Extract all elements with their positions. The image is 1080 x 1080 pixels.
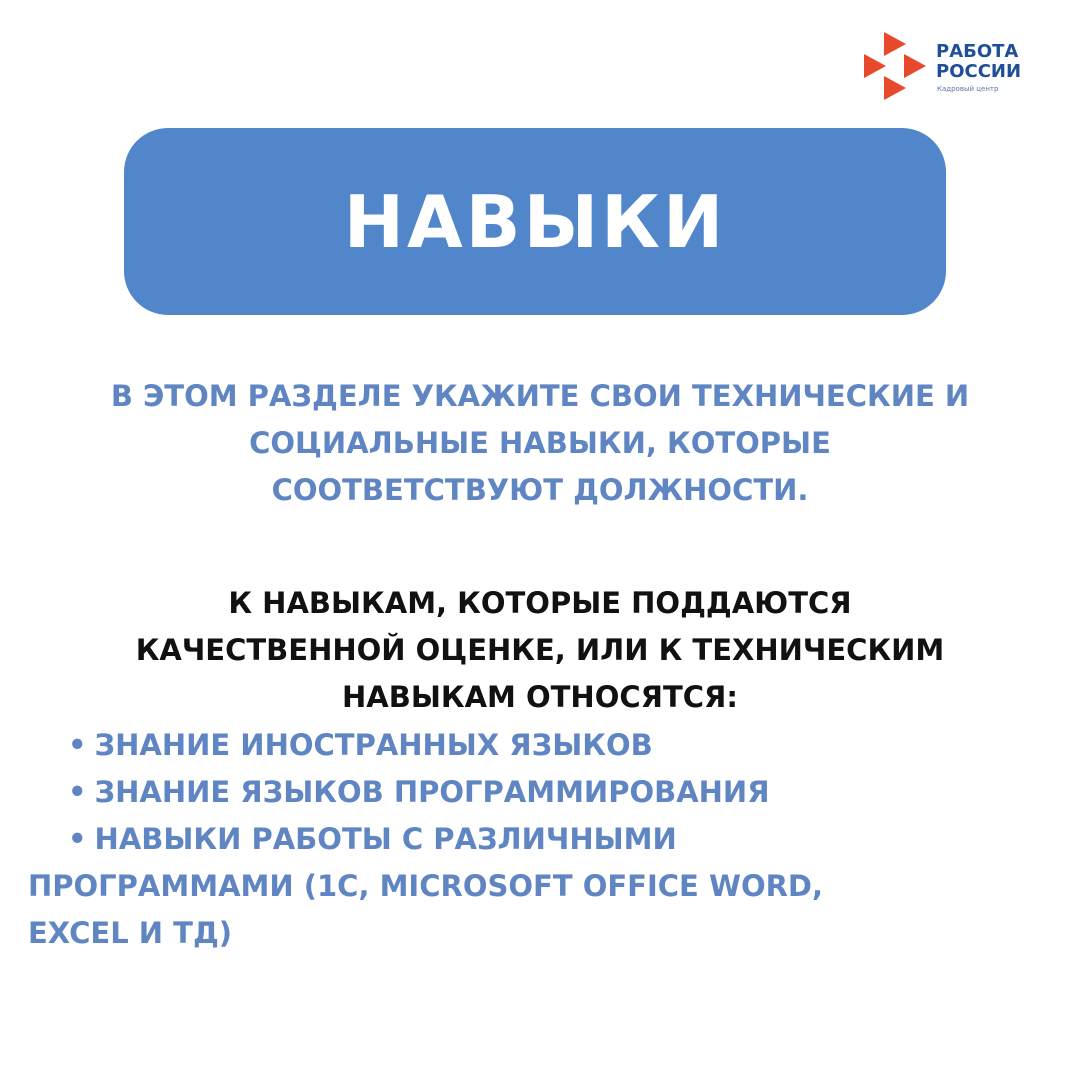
skill-text: ЗНАНИЕ ЯЗЫКОВ ПРОГРАММИРОВАНИЯ bbox=[94, 775, 770, 809]
page-title: НАВЫКИ bbox=[343, 179, 727, 264]
logo-title-line2: РОССИИ bbox=[936, 61, 1022, 82]
lead-line: НАВЫКАМ ОТНОСЯТСЯ: bbox=[342, 680, 738, 714]
bullet: • bbox=[68, 775, 87, 809]
logo-subtitle: Кадровый центр bbox=[937, 85, 999, 93]
lead-paragraph bbox=[20, 580, 1060, 721]
skill-text: ЗНАНИЕ ИНОСТРАННЫХ ЯЗЫКОВ bbox=[94, 728, 653, 762]
logo-title-line1: РАБОТА bbox=[936, 41, 1019, 62]
intro-paragraph bbox=[20, 373, 1060, 514]
lead-line: К НАВЫКАМ, КОТОРЫЕ ПОДДАЮТСЯ bbox=[228, 586, 852, 620]
intro-line: СОЦИАЛЬНЫЕ НАВЫКИ, КОТОРЫЕ bbox=[249, 426, 831, 460]
list-item bbox=[28, 769, 1068, 816]
bullet: • bbox=[68, 822, 87, 856]
skill-text: НАВЫКИ РАБОТЫ С РАЗЛИЧНЫМИ bbox=[94, 822, 677, 856]
bullet: • bbox=[68, 728, 87, 762]
brand-logo bbox=[862, 30, 1042, 102]
list-item-continuation: ПРОГРАММАМИ (1С, MICROSOFT OFFICE WORD, bbox=[28, 869, 824, 903]
intro-line: СООТВЕТСТВУЮТ ДОЛЖНОСТИ. bbox=[271, 473, 809, 507]
list-item bbox=[28, 816, 1068, 863]
logo-title bbox=[936, 42, 1021, 82]
list-item-continuation: EXCEL И ТД) bbox=[28, 916, 233, 950]
title-banner bbox=[124, 128, 946, 315]
lead-line: КАЧЕСТВЕННОЙ ОЦЕНКЕ, ИЛИ К ТЕХНИЧЕСКИМ bbox=[135, 633, 945, 667]
list-item bbox=[28, 722, 1068, 769]
skills-list bbox=[28, 722, 1068, 957]
rabota-rossii-arrows-icon bbox=[862, 30, 930, 100]
intro-line: В ЭТОМ РАЗДЕЛЕ УКАЖИТЕ СВОИ ТЕХНИЧЕСКИЕ И bbox=[110, 379, 970, 413]
